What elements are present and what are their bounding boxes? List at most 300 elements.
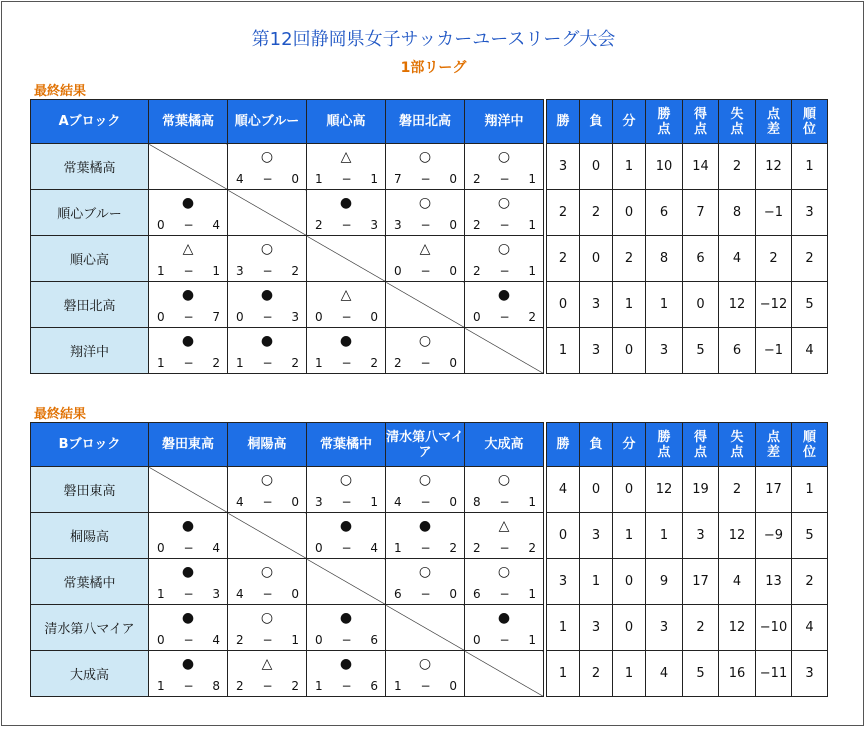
score-against: 0: [449, 356, 457, 370]
self-match-cell: [149, 144, 228, 190]
score-for: 4: [394, 495, 402, 509]
match-result-cell: [228, 144, 307, 190]
score-dash: −: [420, 541, 431, 555]
column-team-header: 順心高: [307, 100, 386, 144]
stat-value: 0: [547, 282, 580, 328]
stat-value: 3: [580, 605, 613, 651]
score-dash: −: [341, 633, 352, 647]
section-label-b: 最終結果: [34, 407, 87, 422]
score-for: 2: [236, 633, 244, 647]
result-mark-icon: ○: [497, 564, 511, 580]
score-for: 0: [236, 310, 244, 324]
match-result-cell: [228, 605, 307, 651]
score-dash: −: [262, 264, 273, 278]
match-result-cell: [307, 467, 386, 513]
self-match-cell: [386, 282, 465, 328]
match-score: [236, 588, 299, 601]
score-for: 0: [473, 633, 481, 647]
score-dash: −: [499, 587, 510, 601]
result-mark-icon: ●: [339, 333, 353, 349]
score-against: 6: [370, 633, 378, 647]
match-score: [394, 357, 457, 370]
stat-value: 1: [547, 328, 580, 374]
score-against: 4: [212, 218, 220, 232]
stat-value: 9: [646, 559, 683, 605]
stat-header: 分: [613, 100, 646, 144]
stat-value: 4: [719, 236, 756, 282]
result-mark-icon: ●: [181, 610, 195, 626]
score-for: 2: [473, 541, 481, 555]
score-for: 1: [157, 587, 165, 601]
match-result-cell: [228, 328, 307, 374]
match-result-cell: [228, 467, 307, 513]
score-against: 4: [212, 633, 220, 647]
score-for: 7: [394, 172, 402, 186]
stat-header: 順位: [792, 423, 828, 467]
stat-value: 1: [792, 467, 828, 513]
score-against: 4: [370, 541, 378, 555]
match-score: [473, 311, 536, 324]
score-dash: −: [420, 264, 431, 278]
column-team-header: 常葉橘高: [149, 100, 228, 144]
self-match-cell: [386, 605, 465, 651]
match-result-cell: [228, 651, 307, 697]
result-mark-icon: △: [340, 287, 352, 303]
column-team-header: 清水第八マイア: [386, 423, 465, 467]
match-score: [473, 265, 536, 278]
score-against: 0: [449, 218, 457, 232]
match-result-cell: [149, 236, 228, 282]
stat-value: 2: [719, 144, 756, 190]
stat-header: 失点: [719, 100, 756, 144]
score-dash: −: [183, 264, 194, 278]
result-mark-icon: ●: [181, 195, 195, 211]
result-mark-icon: ○: [418, 195, 432, 211]
match-result-cell: [386, 236, 465, 282]
match-result-cell: [149, 513, 228, 559]
table-row: [31, 559, 828, 605]
score-dash: −: [499, 541, 510, 555]
score-for: 6: [394, 587, 402, 601]
stat-value: 1: [547, 605, 580, 651]
score-against: 2: [449, 541, 457, 555]
match-score: [236, 496, 299, 509]
stat-value: 12: [756, 144, 792, 190]
score-against: 2: [212, 356, 220, 370]
result-mark-icon: ●: [418, 518, 432, 534]
row-team-name: 磐田北高: [31, 282, 149, 328]
score-dash: −: [499, 310, 510, 324]
table-row: [31, 467, 828, 513]
score-dash: −: [262, 587, 273, 601]
stat-value: 2: [792, 559, 828, 605]
result-mark-icon: ●: [339, 656, 353, 672]
result-mark-icon: ○: [418, 333, 432, 349]
result-mark-icon: ●: [260, 287, 274, 303]
score-against: 2: [291, 356, 299, 370]
score-dash: −: [499, 633, 510, 647]
match-result-cell: [307, 190, 386, 236]
stat-value: 10: [646, 144, 683, 190]
result-mark-icon: ●: [181, 518, 195, 534]
score-dash: −: [183, 633, 194, 647]
score-for: 0: [157, 541, 165, 555]
stat-value: 16: [719, 651, 756, 697]
score-against: 2: [291, 679, 299, 693]
match-result-cell: [307, 651, 386, 697]
score-dash: −: [499, 172, 510, 186]
score-for: 1: [157, 264, 165, 278]
score-for: 1: [315, 172, 323, 186]
match-score: [315, 634, 378, 647]
stat-header: 勝: [547, 423, 580, 467]
match-score: [315, 357, 378, 370]
match-score: [157, 680, 220, 693]
match-result-cell: [386, 190, 465, 236]
stat-value: 8: [719, 190, 756, 236]
score-against: 3: [212, 587, 220, 601]
score-for: 2: [394, 356, 402, 370]
stat-value: 4: [646, 651, 683, 697]
score-against: 0: [291, 172, 299, 186]
score-dash: −: [499, 495, 510, 509]
score-dash: −: [262, 495, 273, 509]
score-dash: −: [499, 264, 510, 278]
stat-value: 1: [613, 282, 646, 328]
score-for: 0: [157, 218, 165, 232]
match-result-cell: [465, 467, 544, 513]
match-score: [315, 219, 378, 232]
stat-value: 12: [719, 282, 756, 328]
stat-value: 2: [683, 605, 719, 651]
self-match-cell: [307, 559, 386, 605]
score-dash: −: [262, 310, 273, 324]
stat-value: −9: [756, 513, 792, 559]
stat-value: 3: [646, 605, 683, 651]
self-match-cell: [228, 513, 307, 559]
match-score: [157, 265, 220, 278]
stat-value: 12: [646, 467, 683, 513]
score-for: 2: [473, 172, 481, 186]
match-score: [394, 680, 457, 693]
stat-value: 4: [719, 559, 756, 605]
column-team-header: 順心ブルー: [228, 100, 307, 144]
match-score: [315, 542, 378, 555]
table-row: [31, 328, 828, 374]
score-for: 2: [236, 679, 244, 693]
stat-value: 3: [792, 190, 828, 236]
stat-value: 6: [683, 236, 719, 282]
score-against: 0: [449, 587, 457, 601]
row-team-name: 翔洋中: [31, 328, 149, 374]
match-result-cell: [386, 144, 465, 190]
stat-value: 0: [613, 328, 646, 374]
match-result-cell: [149, 282, 228, 328]
stat-value: −11: [756, 651, 792, 697]
stat-value: 12: [719, 605, 756, 651]
stat-value: 1: [613, 144, 646, 190]
match-score: [473, 542, 536, 555]
result-mark-icon: △: [340, 149, 352, 165]
result-mark-icon: ○: [260, 564, 274, 580]
table-row: [31, 513, 828, 559]
score-against: 2: [528, 310, 536, 324]
match-result-cell: [465, 282, 544, 328]
match-score: [157, 542, 220, 555]
stat-value: 0: [580, 144, 613, 190]
score-dash: −: [420, 587, 431, 601]
score-dash: −: [499, 218, 510, 232]
league-table-a: [30, 99, 828, 374]
match-result-cell: [307, 513, 386, 559]
match-score: [394, 265, 457, 278]
stat-value: 4: [792, 328, 828, 374]
match-score: [236, 680, 299, 693]
table-row: [31, 190, 828, 236]
block-name: Bブロック: [31, 423, 149, 467]
score-against: 0: [449, 495, 457, 509]
column-team-header: 常葉橘中: [307, 423, 386, 467]
score-against: 1: [528, 587, 536, 601]
match-score: [394, 588, 457, 601]
self-match-cell: [149, 467, 228, 513]
score-for: 1: [315, 356, 323, 370]
match-result-cell: [149, 651, 228, 697]
match-result-cell: [386, 651, 465, 697]
score-dash: −: [420, 679, 431, 693]
stat-value: 1: [613, 513, 646, 559]
table-row: [31, 144, 828, 190]
stat-value: 0: [580, 236, 613, 282]
score-for: 4: [236, 172, 244, 186]
result-mark-icon: ●: [339, 195, 353, 211]
stat-header: 分: [613, 423, 646, 467]
self-match-cell: [228, 190, 307, 236]
stat-value: 19: [683, 467, 719, 513]
score-against: 1: [528, 264, 536, 278]
stat-value: 6: [646, 190, 683, 236]
result-mark-icon: ○: [418, 564, 432, 580]
match-score: [236, 265, 299, 278]
match-result-cell: [386, 559, 465, 605]
result-mark-icon: △: [182, 241, 194, 257]
score-dash: −: [341, 218, 352, 232]
score-for: 6: [473, 587, 481, 601]
block-name: Aブロック: [31, 100, 149, 144]
table-row: [31, 605, 828, 651]
match-result-cell: [149, 328, 228, 374]
result-mark-icon: ○: [497, 195, 511, 211]
stat-header: 負: [580, 100, 613, 144]
stat-value: 5: [683, 651, 719, 697]
score-against: 2: [291, 264, 299, 278]
score-dash: −: [420, 218, 431, 232]
stat-header: 勝: [547, 100, 580, 144]
match-result-cell: [465, 144, 544, 190]
match-result-cell: [149, 559, 228, 605]
score-dash: −: [183, 679, 194, 693]
stat-header: 順位: [792, 100, 828, 144]
result-mark-icon: △: [419, 241, 431, 257]
score-dash: −: [420, 495, 431, 509]
row-team-name: 順心高: [31, 236, 149, 282]
score-against: 0: [370, 310, 378, 324]
result-mark-icon: ●: [260, 333, 274, 349]
score-for: 0: [315, 633, 323, 647]
score-for: 0: [473, 310, 481, 324]
page-subtitle: 1部リーグ: [400, 60, 467, 76]
score-for: 1: [315, 679, 323, 693]
column-team-header: 翔洋中: [465, 100, 544, 144]
stat-value: 3: [646, 328, 683, 374]
match-result-cell: [228, 559, 307, 605]
match-result-cell: [386, 467, 465, 513]
section-label-a: 最終結果: [34, 84, 87, 99]
score-against: 0: [291, 495, 299, 509]
stat-value: 17: [756, 467, 792, 513]
result-mark-icon: △: [261, 656, 273, 672]
score-against: 0: [291, 587, 299, 601]
header-row: [31, 423, 828, 467]
match-score: [157, 311, 220, 324]
result-mark-icon: ○: [418, 472, 432, 488]
stat-value: 3: [547, 559, 580, 605]
score-against: 3: [291, 310, 299, 324]
score-dash: −: [262, 172, 273, 186]
stat-value: 3: [547, 144, 580, 190]
header-row: [31, 100, 828, 144]
result-mark-icon: ○: [260, 610, 274, 626]
column-team-header: 桐陽高: [228, 423, 307, 467]
result-mark-icon: ○: [497, 472, 511, 488]
stat-value: 2: [580, 190, 613, 236]
result-mark-icon: ●: [181, 333, 195, 349]
match-result-cell: [307, 605, 386, 651]
match-score: [315, 173, 378, 186]
result-mark-icon: ●: [339, 518, 353, 534]
score-dash: −: [262, 356, 273, 370]
stat-value: 17: [683, 559, 719, 605]
match-score: [157, 357, 220, 370]
score-against: 1: [528, 172, 536, 186]
stat-value: −12: [756, 282, 792, 328]
self-match-cell: [465, 328, 544, 374]
stat-header: 失点: [719, 423, 756, 467]
stat-header: 勝点: [646, 100, 683, 144]
stat-value: 5: [792, 282, 828, 328]
result-mark-icon: ●: [497, 610, 511, 626]
stat-value: 2: [547, 190, 580, 236]
match-result-cell: [228, 236, 307, 282]
match-score: [473, 496, 536, 509]
stat-value: −10: [756, 605, 792, 651]
score-dash: −: [262, 679, 273, 693]
score-against: 0: [449, 679, 457, 693]
stat-value: 0: [547, 513, 580, 559]
score-against: 1: [370, 495, 378, 509]
table-row: [31, 651, 828, 697]
match-result-cell: [307, 328, 386, 374]
match-score: [157, 634, 220, 647]
score-for: 3: [394, 218, 402, 232]
stat-header: 勝点: [646, 423, 683, 467]
score-for: 1: [157, 356, 165, 370]
stat-value: 1: [646, 282, 683, 328]
score-for: 3: [315, 495, 323, 509]
match-score: [157, 588, 220, 601]
result-mark-icon: ●: [181, 564, 195, 580]
score-dash: −: [420, 356, 431, 370]
stat-value: 5: [683, 328, 719, 374]
stat-value: 0: [613, 559, 646, 605]
score-for: 0: [157, 633, 165, 647]
row-team-name: 順心ブルー: [31, 190, 149, 236]
score-against: 4: [212, 541, 220, 555]
result-mark-icon: ○: [260, 472, 274, 488]
score-for: 1: [394, 541, 402, 555]
result-mark-icon: ●: [181, 656, 195, 672]
result-mark-icon: ○: [418, 656, 432, 672]
score-for: 4: [236, 495, 244, 509]
score-against: 1: [370, 172, 378, 186]
column-team-header: 磐田北高: [386, 100, 465, 144]
score-dash: −: [341, 356, 352, 370]
stat-value: 0: [613, 190, 646, 236]
score-against: 3: [370, 218, 378, 232]
stat-value: 13: [756, 559, 792, 605]
match-score: [315, 311, 378, 324]
match-result-cell: [149, 605, 228, 651]
score-dash: −: [341, 495, 352, 509]
score-for: 8: [473, 495, 481, 509]
stat-value: 3: [580, 328, 613, 374]
match-score: [473, 588, 536, 601]
match-score: [236, 634, 299, 647]
score-dash: −: [183, 356, 194, 370]
match-result-cell: [386, 328, 465, 374]
result-mark-icon: △: [498, 518, 510, 534]
score-dash: −: [183, 541, 194, 555]
match-result-cell: [465, 236, 544, 282]
result-mark-icon: ●: [497, 287, 511, 303]
match-result-cell: [465, 605, 544, 651]
score-for: 0: [315, 310, 323, 324]
stat-value: 0: [580, 467, 613, 513]
score-for: 0: [394, 264, 402, 278]
row-team-name: 大成高: [31, 651, 149, 697]
page-title: 第12回静岡県女子サッカーユースリーグ大会: [251, 29, 616, 50]
match-result-cell: [228, 282, 307, 328]
result-mark-icon: ○: [260, 149, 274, 165]
stat-value: 7: [683, 190, 719, 236]
score-dash: −: [183, 310, 194, 324]
score-dash: −: [341, 172, 352, 186]
league-table-b: [30, 422, 828, 697]
stat-value: 1: [547, 651, 580, 697]
score-for: 4: [236, 587, 244, 601]
stat-value: 0: [613, 467, 646, 513]
score-for: 1: [394, 679, 402, 693]
match-result-cell: [386, 513, 465, 559]
match-score: [315, 680, 378, 693]
column-team-header: 大成高: [465, 423, 544, 467]
match-result-cell: [465, 190, 544, 236]
stat-value: 3: [580, 513, 613, 559]
result-mark-icon: ○: [339, 472, 353, 488]
match-score: [473, 173, 536, 186]
stat-value: 1: [613, 651, 646, 697]
score-against: 7: [212, 310, 220, 324]
